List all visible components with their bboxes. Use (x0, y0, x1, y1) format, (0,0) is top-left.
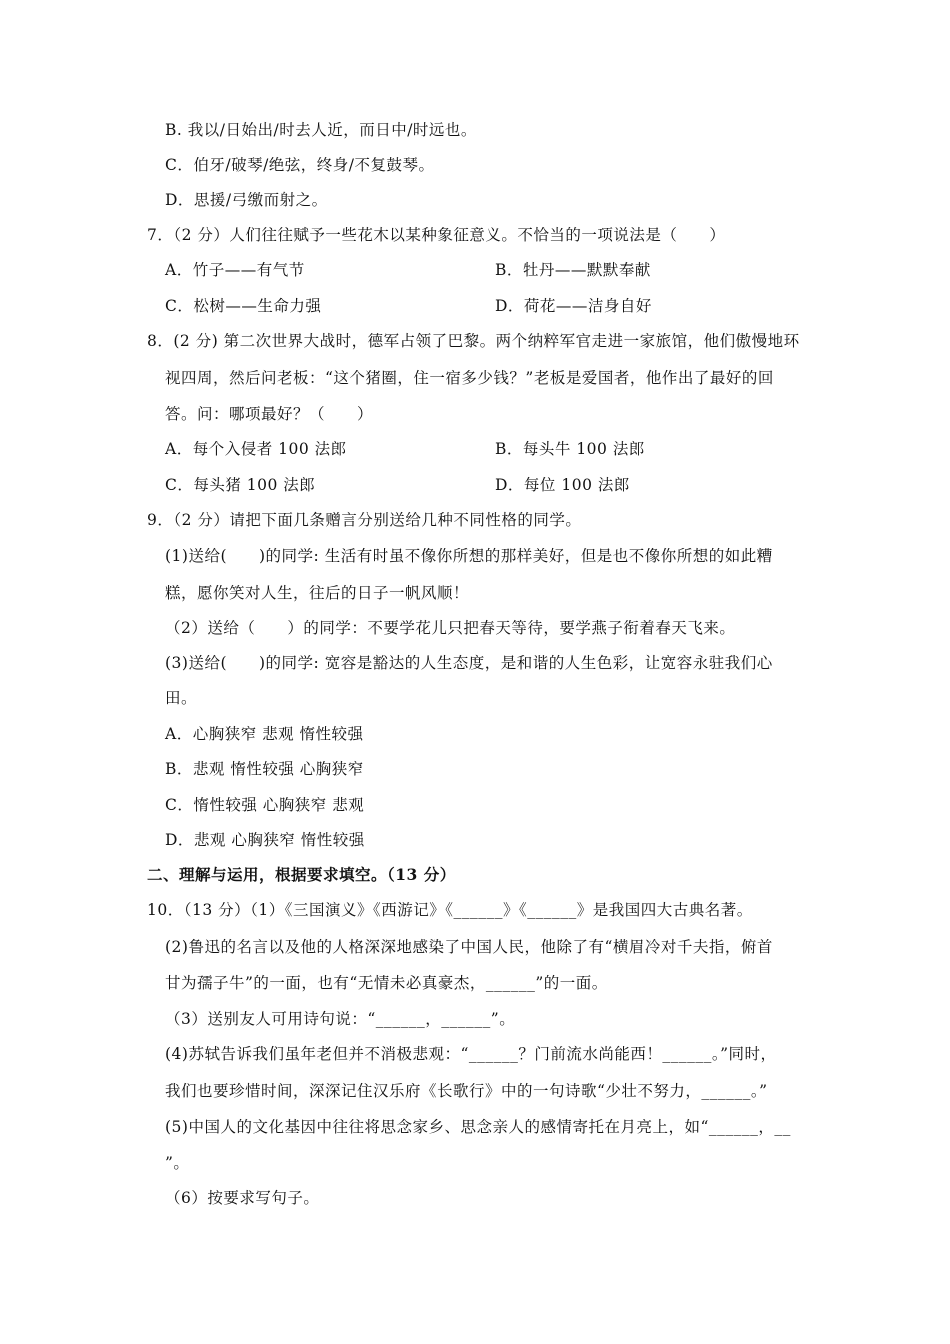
q9-sub3-line1: (3)送给( )的同学: 宽容是豁达的人生态度，是和谐的人生色彩，让宽容永驻我们心 (165, 654, 773, 672)
q10-part6: （6）按要求写句子。 (165, 1189, 320, 1207)
q7-stem: 7．（2 分）人们往往赋予一些花木以某种象征意义。不恰当的一项说法是（ ） (147, 226, 726, 244)
q9-option-c: C．惰性较强 心胸狭窄 悲观 (165, 796, 365, 814)
q10-part3: （3）送别友人可用诗句说：“______，______”。 (165, 1010, 516, 1028)
q10-part4-line2: 我们也要珍惜时间，深深记住汉乐府《长歌行》中的一句诗歌“少壮不努力，______。” (165, 1082, 768, 1100)
q6-option-b: B. 我以/日始出/时去人近，而日中/时远也。 (165, 121, 477, 139)
q10-part2-line2: 甘为孺子牛”的一面，也有“无情未必真豪杰，______”的一面。 (165, 974, 608, 992)
q9-sub2: （2）送给（ ）的同学：不要学花儿只把春天等待，要学燕子衔着春天飞来。 (165, 619, 736, 637)
q9-sub1-line1: (1)送给( )的同学: 生活有时虽不像你所想的那样美好，但是也不像你所想的如此糟 (165, 547, 773, 565)
q8-option-b: B．每头牛 100 法郎 (495, 440, 645, 458)
section2-heading: 二、理解与运用，根据要求填空。（13 分） (147, 865, 456, 884)
q7-option-a: A．竹子——有气节 (165, 261, 305, 279)
q7-option-b: B．牡丹——默默奉献 (495, 261, 651, 279)
q6-option-c: C．伯牙/破琴/绝弦，终身/不复鼓琴。 (165, 156, 435, 174)
q8-option-c: C．每头猪 100 法郎 (165, 476, 316, 494)
q10-part1: 10．（13 分）（1）《三国演义》《西游记》《______》《______》是我国四大古典名著。 (147, 901, 753, 919)
q9-option-b: B．悲观 惰性较强 心胸狭窄 (165, 760, 364, 778)
q9-stem: 9．（2 分）请把下面几条赠言分别送给几种不同性格的同学。 (147, 511, 582, 529)
q7-option-c: C．松树——生命力强 (165, 297, 322, 315)
q9-option-a: A．心胸狭窄 悲观 惰性较强 (165, 725, 364, 743)
q10-part4-line1: (4)苏轼告诉我们虽年老但并不消极悲观：“______？门前流水尚能西！______。”同时， (165, 1045, 777, 1063)
q9-sub3-line2: 田。 (165, 689, 198, 707)
q10-part5-line2: ”。 (165, 1154, 190, 1172)
q9-option-d: D．悲观 心胸狭窄 惰性较强 (165, 831, 365, 849)
q8-stem-line3: 答。问：哪项最好？（ ） (165, 405, 374, 423)
q7-option-d: D．荷花——洁身自好 (495, 297, 652, 315)
q8-option-a: A．每个入侵者 100 法郎 (165, 440, 347, 458)
q8-stem-line2: 视四周，然后问老板：“这个猪圈，住一宿多少钱？”老板是爱国者，他作出了最好的回 (165, 369, 774, 387)
q9-sub1-line2: 糕，愿你笑对人生，往后的日子一帆风顺！ (165, 584, 470, 602)
q10-part5-line1: (5)中国人的文化基因中往往将思念家乡、思念亲人的感情寄托在月亮上，如“______，__ (165, 1118, 791, 1136)
q6-option-d: D．思援/弓缴而射之。 (165, 191, 328, 209)
q10-part2-line1: (2)鲁迅的名言以及他的人格深深地感染了中国人民，他除了有“横眉冷对千夫指，俯首 (165, 938, 773, 956)
q8-stem-line1: 8．(2 分) 第二次世界大战时，德军占领了巴黎。两个纳粹军官走进一家旅馆，他们傲慢地环 (147, 332, 800, 350)
q8-option-d: D．每位 100 法郎 (495, 476, 630, 494)
